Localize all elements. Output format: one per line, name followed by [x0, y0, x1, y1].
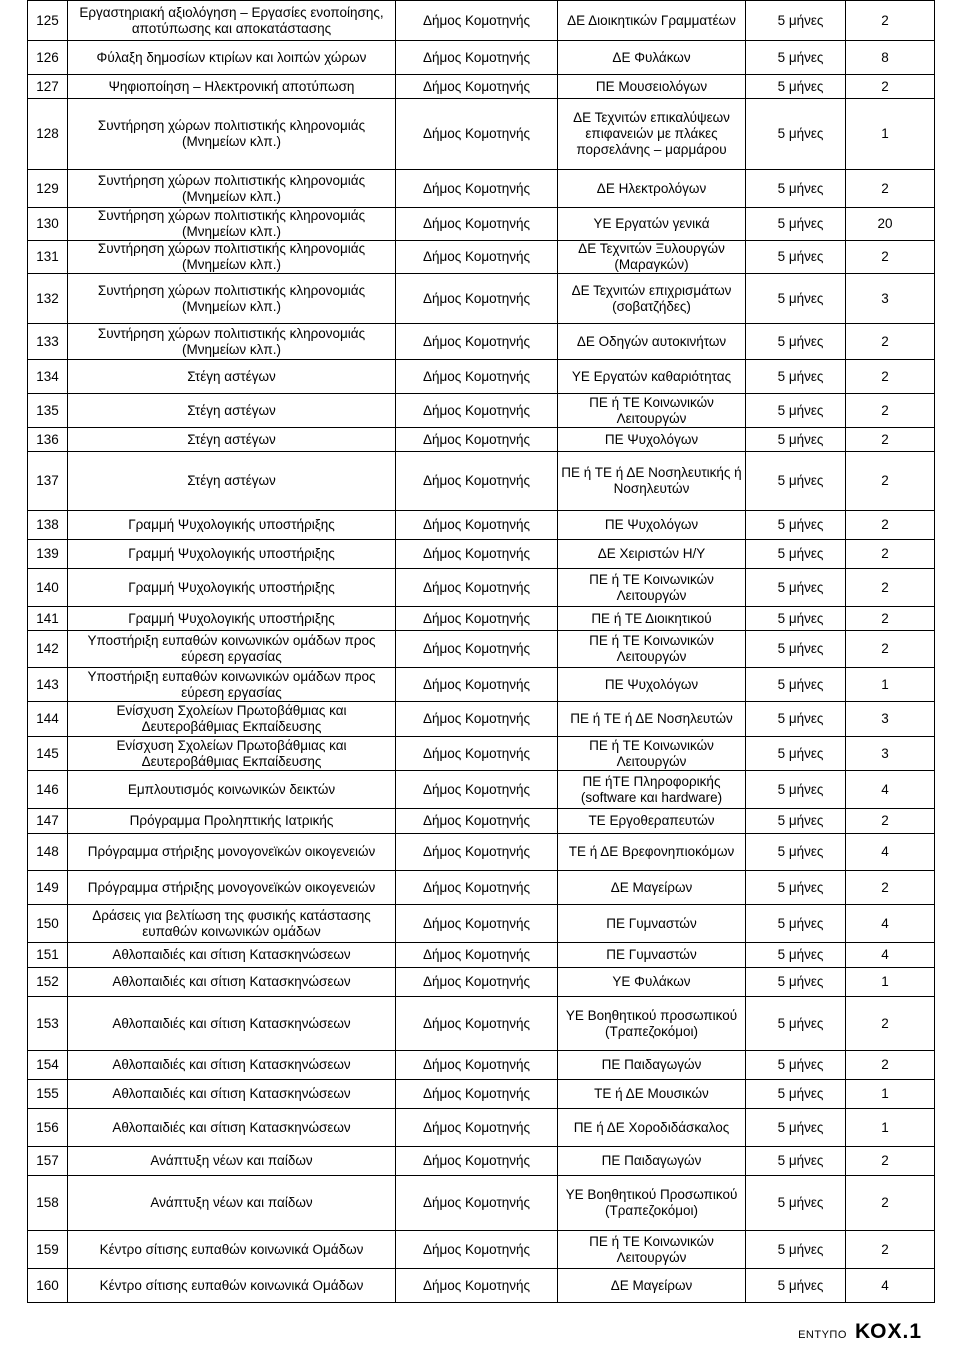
specialty: ΥΕ Βοηθητικού Προσωπικού (Τραπεζοκόμοι)	[558, 1176, 746, 1231]
specialty: ΔΕ Ηλεκτρολόγων	[558, 170, 746, 208]
implementing-body: Δήμος Κομοτηνής	[396, 1231, 558, 1269]
positions-count: 2	[846, 569, 935, 607]
specialty: ΔΕ Μαγείρων	[558, 871, 746, 905]
implementing-body: Δήμος Κομοτηνής	[396, 702, 558, 737]
positions-count: 1	[846, 1080, 935, 1109]
positions-count: 3	[846, 737, 935, 771]
program-name: Υποστήριξη ευπαθών κοινωνικών ομάδων προς εύρεση εργασίας	[68, 668, 396, 702]
row-number: 160	[28, 1269, 68, 1303]
program-name: Δράσεις για βελτίωση της φυσικής κατάστασης ευπαθών κοινωνικών ομάδων	[68, 905, 396, 943]
positions-count: 2	[846, 428, 935, 452]
program-name: Αθλοπαιδιές και σίτιση Κατασκηνώσεων	[68, 1080, 396, 1109]
table-row	[28, 997, 935, 1051]
specialty: ΠΕ ή ΤΕ Κοινωνικών Λειτουργών	[558, 394, 746, 428]
form-code: ΚΟΧ.1	[854, 1320, 922, 1343]
implementing-body: Δήμος Κομοτηνής	[396, 1, 558, 41]
table-row	[28, 511, 935, 540]
specialty: ΥΕ Εργατών καθαριότητας	[558, 360, 746, 394]
duration: 5 μήνες	[746, 905, 846, 943]
duration: 5 μήνες	[746, 1231, 846, 1269]
duration: 5 μήνες	[746, 41, 846, 75]
row-number: 140	[28, 569, 68, 607]
table-row	[28, 871, 935, 905]
positions-count: 2	[846, 170, 935, 208]
specialty: ΔΕ Χειριστών Η/Υ	[558, 540, 746, 569]
program-name: Κέντρο σίτισης ευπαθών κοινωνικά Ομάδων	[68, 1231, 396, 1269]
row-number: 150	[28, 905, 68, 943]
duration: 5 μήνες	[746, 771, 846, 809]
row-number: 154	[28, 1051, 68, 1080]
positions-count: 2	[846, 75, 935, 99]
table-row	[28, 1109, 935, 1147]
implementing-body: Δήμος Κομοτηνής	[396, 871, 558, 905]
specialty: ΥΕ Βοηθητικού προσωπικού (Τραπεζοκόμοι)	[558, 997, 746, 1051]
duration: 5 μήνες	[746, 968, 846, 997]
specialty: ΥΕ Φυλάκων	[558, 968, 746, 997]
duration: 5 μήνες	[746, 943, 846, 968]
program-name: Πρόγραμμα στήριξης μονογονεϊκών οικογενειών	[68, 871, 396, 905]
row-number: 156	[28, 1109, 68, 1147]
row-number: 136	[28, 428, 68, 452]
duration: 5 μήνες	[746, 360, 846, 394]
specialty: ΔΕ Τεχνιτών επιχρισμάτων (σοβατζήδες)	[558, 274, 746, 324]
row-number: 151	[28, 943, 68, 968]
specialty: ΠΕ Ψυχολόγων	[558, 428, 746, 452]
table-row	[28, 1147, 935, 1176]
positions-count: 4	[846, 943, 935, 968]
table-row	[28, 607, 935, 631]
duration: 5 μήνες	[746, 871, 846, 905]
duration: 5 μήνες	[746, 75, 846, 99]
program-name: Συντήρηση χώρων πολιτιστικής κληρονομιάς (Μνημείων κλπ.)	[68, 241, 396, 274]
implementing-body: Δήμος Κομοτηνής	[396, 834, 558, 871]
program-name: Αθλοπαιδιές και σίτιση Κατασκηνώσεων	[68, 968, 396, 997]
positions-count: 1	[846, 99, 935, 170]
table-row	[28, 360, 935, 394]
table-row	[28, 809, 935, 834]
positions-count: 4	[846, 1269, 935, 1303]
positions-count: 8	[846, 41, 935, 75]
program-name: Γραμμή Ψυχολογικής υποστήριξης	[68, 540, 396, 569]
positions-count: 2	[846, 607, 935, 631]
program-name: Φύλαξη δημοσίων κτιρίων και λοιπών χώρων	[68, 41, 396, 75]
row-number: 145	[28, 737, 68, 771]
program-name: Συντήρηση χώρων πολιτιστικής κληρονομιάς (Μνημείων κλπ.)	[68, 274, 396, 324]
implementing-body: Δήμος Κομοτηνής	[396, 274, 558, 324]
table-row	[28, 968, 935, 997]
row-number: 129	[28, 170, 68, 208]
positions-count: 2	[846, 1176, 935, 1231]
implementing-body: Δήμος Κομοτηνής	[396, 360, 558, 394]
specialty: ΤΕ Εργοθεραπευτών	[558, 809, 746, 834]
implementing-body: Δήμος Κομοτηνής	[396, 394, 558, 428]
implementing-body: Δήμος Κομοτηνής	[396, 809, 558, 834]
duration: 5 μήνες	[746, 1080, 846, 1109]
table-row	[28, 943, 935, 968]
specialty: ΠΕ Ψυχολόγων	[558, 668, 746, 702]
program-name: Ενίσχυση Σχολείων Πρωτοβάθμιας και Δευτεροβάθμιας Εκπαίδευσης	[68, 702, 396, 737]
duration: 5 μήνες	[746, 997, 846, 1051]
positions-count: 2	[846, 511, 935, 540]
implementing-body: Δήμος Κομοτηνής	[396, 428, 558, 452]
table-row	[28, 208, 935, 241]
program-name: Αθλοπαιδιές και σίτιση Κατασκηνώσεων	[68, 1051, 396, 1080]
implementing-body: Δήμος Κομοτηνής	[396, 75, 558, 99]
implementing-body: Δήμος Κομοτηνής	[396, 905, 558, 943]
positions-count: 2	[846, 1, 935, 41]
table-row	[28, 324, 935, 360]
duration: 5 μήνες	[746, 241, 846, 274]
specialty: ΔΕ Τεχνιτών επικαλύψεων επιφανειών με πλάκες πορσελάνης – μαρμάρου	[558, 99, 746, 170]
implementing-body: Δήμος Κομοτηνής	[396, 569, 558, 607]
duration: 5 μήνες	[746, 511, 846, 540]
row-number: 144	[28, 702, 68, 737]
table-row	[28, 452, 935, 511]
specialty: ΤΕ ή ΔΕ Βρεφονηπιοκόμων	[558, 834, 746, 871]
row-number: 158	[28, 1176, 68, 1231]
positions-count: 2	[846, 1231, 935, 1269]
positions-count: 2	[846, 324, 935, 360]
duration: 5 μήνες	[746, 631, 846, 668]
implementing-body: Δήμος Κομοτηνής	[396, 41, 558, 75]
implementing-body: Δήμος Κομοτηνής	[396, 668, 558, 702]
row-number: 135	[28, 394, 68, 428]
table-row	[28, 241, 935, 274]
table-row	[28, 771, 935, 809]
specialty: ΠΕ Γυμναστών	[558, 943, 746, 968]
duration: 5 μήνες	[746, 1051, 846, 1080]
positions-count: 4	[846, 905, 935, 943]
implementing-body: Δήμος Κομοτηνής	[396, 1176, 558, 1231]
table-row	[28, 1176, 935, 1231]
table-row	[28, 905, 935, 943]
program-name: Ενίσχυση Σχολείων Πρωτοβάθμιας και Δευτεροβάθμιας Εκπαίδευσης	[68, 737, 396, 771]
specialty: ΠΕ Γυμναστών	[558, 905, 746, 943]
row-number: 128	[28, 99, 68, 170]
duration: 5 μήνες	[746, 1, 846, 41]
table-row	[28, 170, 935, 208]
positions-count: 1	[846, 968, 935, 997]
positions-table	[27, 0, 935, 1303]
row-number: 139	[28, 540, 68, 569]
program-name: Ανάπτυξη νέων και παίδων	[68, 1176, 396, 1231]
positions-count: 3	[846, 702, 935, 737]
specialty: ΔΕ Οδηγών αυτοκινήτων	[558, 324, 746, 360]
table-row	[28, 1080, 935, 1109]
row-number: 127	[28, 75, 68, 99]
positions-count: 2	[846, 1051, 935, 1080]
row-number: 152	[28, 968, 68, 997]
table-row	[28, 668, 935, 702]
row-number: 146	[28, 771, 68, 809]
positions-count: 2	[846, 360, 935, 394]
positions-count: 2	[846, 241, 935, 274]
implementing-body: Δήμος Κομοτηνής	[396, 1080, 558, 1109]
implementing-body: Δήμος Κομοτηνής	[396, 997, 558, 1051]
table-row	[28, 99, 935, 170]
positions-count: 20	[846, 208, 935, 241]
row-number: 153	[28, 997, 68, 1051]
row-number: 131	[28, 241, 68, 274]
row-number: 148	[28, 834, 68, 871]
duration: 5 μήνες	[746, 1109, 846, 1147]
specialty: ΠΕ ή ΔΕ Χοροδιδάσκαλος	[558, 1109, 746, 1147]
specialty: ΠΕ Ψυχολόγων	[558, 511, 746, 540]
duration: 5 μήνες	[746, 668, 846, 702]
duration: 5 μήνες	[746, 834, 846, 871]
duration: 5 μήνες	[746, 737, 846, 771]
row-number: 133	[28, 324, 68, 360]
table-row	[28, 1, 935, 41]
positions-count: 2	[846, 1147, 935, 1176]
specialty: ΠΕ ή ΤΕ ή ΔΕ Νοσηλευτών	[558, 702, 746, 737]
duration: 5 μήνες	[746, 324, 846, 360]
implementing-body: Δήμος Κομοτηνής	[396, 771, 558, 809]
table-row	[28, 1231, 935, 1269]
implementing-body: Δήμος Κομοτηνής	[396, 208, 558, 241]
positions-count: 1	[846, 1109, 935, 1147]
implementing-body: Δήμος Κομοτηνής	[396, 968, 558, 997]
duration: 5 μήνες	[746, 170, 846, 208]
implementing-body: Δήμος Κομοτηνής	[396, 540, 558, 569]
program-name: Πρόγραμμα στήριξης μονογονεϊκών οικογενειών	[68, 834, 396, 871]
program-name: Υποστήριξη ευπαθών κοινωνικών ομάδων προς εύρεση εργασίας	[68, 631, 396, 668]
positions-count: 2	[846, 631, 935, 668]
specialty: ΠΕ ή ΤΕ Κοινωνικών Λειτουργών	[558, 1231, 746, 1269]
program-name: Κέντρο σίτισης ευπαθών κοινωνικά Ομάδων	[68, 1269, 396, 1303]
implementing-body: Δήμος Κομοτηνής	[396, 511, 558, 540]
positions-count: 4	[846, 834, 935, 871]
row-number: 142	[28, 631, 68, 668]
specialty: ΔΕ Μαγείρων	[558, 1269, 746, 1303]
duration: 5 μήνες	[746, 208, 846, 241]
program-name: Ανάπτυξη νέων και παίδων	[68, 1147, 396, 1176]
program-name: Συντήρηση χώρων πολιτιστικής κληρονομιάς (Μνημείων κλπ.)	[68, 208, 396, 241]
specialty: ΔΕ Φυλάκων	[558, 41, 746, 75]
row-number: 134	[28, 360, 68, 394]
duration: 5 μήνες	[746, 99, 846, 170]
row-number: 130	[28, 208, 68, 241]
row-number: 141	[28, 607, 68, 631]
row-number: 137	[28, 452, 68, 511]
table-row	[28, 569, 935, 607]
specialty: ΠΕ ή ΤΕ Κοινωνικών Λειτουργών	[558, 569, 746, 607]
table-row	[28, 41, 935, 75]
specialty: ΠΕ ή ΤΕ Κοινωνικών Λειτουργών	[558, 737, 746, 771]
positions-count: 2	[846, 394, 935, 428]
duration: 5 μήνες	[746, 452, 846, 511]
table-row	[28, 834, 935, 871]
program-name: Εμπλουτισμός κοινωνικών δεικτών	[68, 771, 396, 809]
program-name: Στέγη αστέγων	[68, 394, 396, 428]
form-label: ΕΝΤΥΠΟ	[798, 1329, 847, 1341]
program-name: Ψηφιοποίηση – Ηλεκτρονική αποτύπωση	[68, 75, 396, 99]
positions-count: 2	[846, 871, 935, 905]
table-row	[28, 274, 935, 324]
duration: 5 μήνες	[746, 540, 846, 569]
positions-count: 3	[846, 274, 935, 324]
specialty: ΔΕ Τεχνιτών Ξυλουργών (Μαραγκών)	[558, 241, 746, 274]
form-footer	[798, 1320, 922, 1344]
specialty: ΤΕ ή ΔΕ Μουσικών	[558, 1080, 746, 1109]
table-body	[28, 1, 935, 1303]
specialty: ΠΕ Μουσειολόγων	[558, 75, 746, 99]
positions-count: 1	[846, 668, 935, 702]
specialty: ΠΕ ή ΤΕ Κοινωνικών Λειτουργών	[558, 631, 746, 668]
table-row	[28, 428, 935, 452]
table-row	[28, 540, 935, 569]
specialty: ΠΕ Παιδαγωγών	[558, 1051, 746, 1080]
program-name: Αθλοπαιδιές και σίτιση Κατασκηνώσεων	[68, 997, 396, 1051]
duration: 5 μήνες	[746, 1176, 846, 1231]
table-row	[28, 702, 935, 737]
table-row	[28, 394, 935, 428]
program-name: Αθλοπαιδιές και σίτιση Κατασκηνώσεων	[68, 943, 396, 968]
implementing-body: Δήμος Κομοτηνής	[396, 607, 558, 631]
implementing-body: Δήμος Κομοτηνής	[396, 1051, 558, 1080]
specialty: ΔΕ Διοικητικών Γραμματέων	[558, 1, 746, 41]
implementing-body: Δήμος Κομοτηνής	[396, 241, 558, 274]
row-number: 149	[28, 871, 68, 905]
implementing-body: Δήμος Κομοτηνής	[396, 1147, 558, 1176]
duration: 5 μήνες	[746, 702, 846, 737]
program-name: Εργαστηριακή αξιολόγηση – Εργασίες ενοποίησης, αποτύπωσης και αποκατάστασης	[68, 1, 396, 41]
positions-count: 2	[846, 540, 935, 569]
row-number: 155	[28, 1080, 68, 1109]
program-name: Συντήρηση χώρων πολιτιστικής κληρονομιάς (Μνημείων κλπ.)	[68, 324, 396, 360]
program-name: Στέγη αστέγων	[68, 360, 396, 394]
row-number: 157	[28, 1147, 68, 1176]
implementing-body: Δήμος Κομοτηνής	[396, 452, 558, 511]
positions-count: 2	[846, 997, 935, 1051]
implementing-body: Δήμος Κομοτηνής	[396, 737, 558, 771]
program-name: Συντήρηση χώρων πολιτιστικής κληρονομιάς (Μνημείων κλπ.)	[68, 170, 396, 208]
row-number: 143	[28, 668, 68, 702]
table-row	[28, 1051, 935, 1080]
implementing-body: Δήμος Κομοτηνής	[396, 631, 558, 668]
row-number: 138	[28, 511, 68, 540]
program-name: Στέγη αστέγων	[68, 428, 396, 452]
implementing-body: Δήμος Κομοτηνής	[396, 943, 558, 968]
program-name: Αθλοπαιδιές και σίτιση Κατασκηνώσεων	[68, 1109, 396, 1147]
duration: 5 μήνες	[746, 1147, 846, 1176]
program-name: Γραμμή Ψυχολογικής υποστήριξης	[68, 607, 396, 631]
implementing-body: Δήμος Κομοτηνής	[396, 99, 558, 170]
positions-count: 2	[846, 452, 935, 511]
positions-count: 2	[846, 809, 935, 834]
duration: 5 μήνες	[746, 428, 846, 452]
specialty: ΥΕ Εργατών γενικά	[558, 208, 746, 241]
specialty: ΠΕ ή ΤΕ Διοικητικού	[558, 607, 746, 631]
row-number: 125	[28, 1, 68, 41]
table-row	[28, 75, 935, 99]
implementing-body: Δήμος Κομοτηνής	[396, 1269, 558, 1303]
table-row	[28, 631, 935, 668]
program-name: Γραμμή Ψυχολογικής υποστήριξης	[68, 569, 396, 607]
duration: 5 μήνες	[746, 569, 846, 607]
table-row	[28, 737, 935, 771]
duration: 5 μήνες	[746, 394, 846, 428]
program-name: Στέγη αστέγων	[68, 452, 396, 511]
implementing-body: Δήμος Κομοτηνής	[396, 324, 558, 360]
row-number: 126	[28, 41, 68, 75]
duration: 5 μήνες	[746, 809, 846, 834]
specialty: ΠΕ ήΤΕ Πληροφορικής (software και hardware)	[558, 771, 746, 809]
program-name: Γραμμή Ψυχολογικής υποστήριξης	[68, 511, 396, 540]
implementing-body: Δήμος Κομοτηνής	[396, 1109, 558, 1147]
specialty: ΠΕ Παιδαγωγών	[558, 1147, 746, 1176]
program-name: Πρόγραμμα Προληπτικής Ιατρικής	[68, 809, 396, 834]
specialty: ΠΕ ή ΤΕ ή ΔΕ Νοσηλευτικής ή Νοσηλευτών	[558, 452, 746, 511]
row-number: 147	[28, 809, 68, 834]
duration: 5 μήνες	[746, 607, 846, 631]
duration: 5 μήνες	[746, 274, 846, 324]
implementing-body: Δήμος Κομοτηνής	[396, 170, 558, 208]
program-name: Συντήρηση χώρων πολιτιστικής κληρονομιάς (Μνημείων κλπ.)	[68, 99, 396, 170]
row-number: 159	[28, 1231, 68, 1269]
duration: 5 μήνες	[746, 1269, 846, 1303]
positions-count: 4	[846, 771, 935, 809]
row-number: 132	[28, 274, 68, 324]
table-row	[28, 1269, 935, 1303]
